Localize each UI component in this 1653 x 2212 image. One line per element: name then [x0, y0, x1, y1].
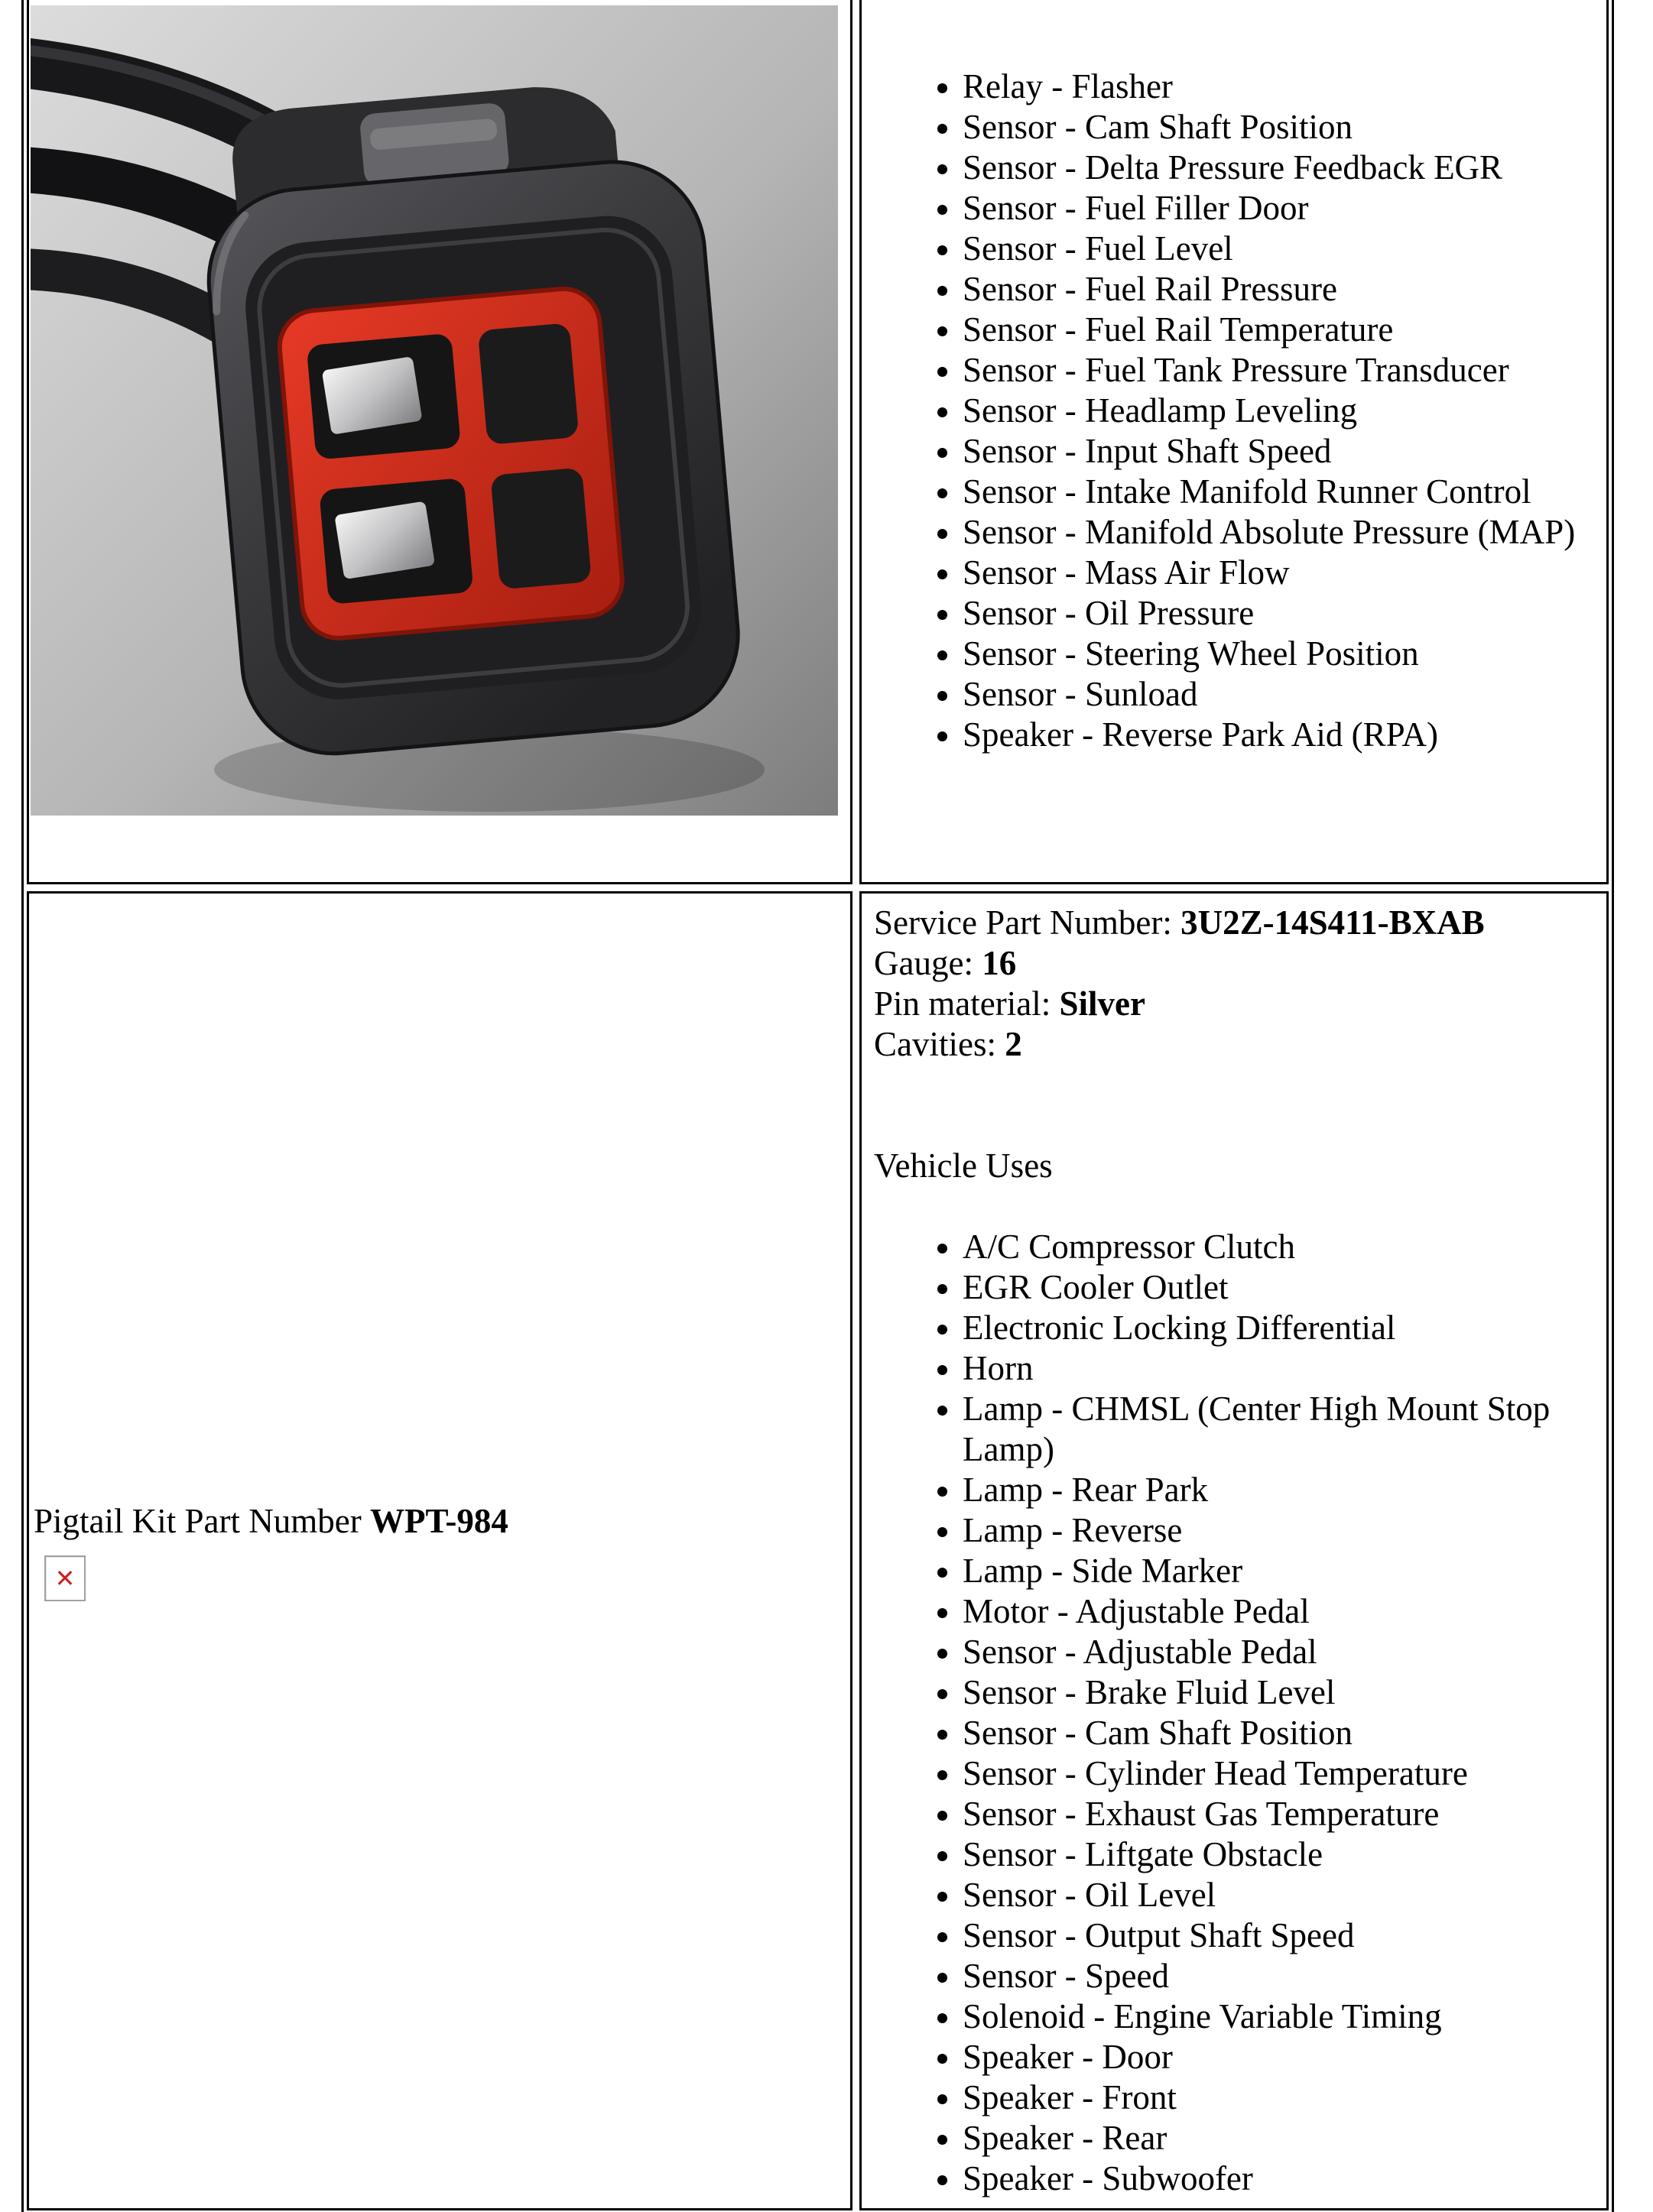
vehicle-uses-list [874, 1227, 1605, 2199]
list-item: • Motor - Adjustable Pedal [963, 1591, 1605, 1632]
list-item: • Sensor - Fuel Filler Door [963, 188, 1575, 229]
list-item: • Sensor - Fuel Rail Pressure [963, 269, 1575, 310]
kit-cell [27, 891, 852, 2210]
list-item: • Sensor - Sunload [963, 674, 1575, 715]
list-item: • Lamp - Rear Park [963, 1470, 1605, 1510]
cavities-value: 2 [1005, 1025, 1022, 1063]
applications-cell [859, 0, 1609, 884]
pin-material-field [874, 984, 1605, 1024]
pin-material-value: Silver [1059, 984, 1145, 1023]
connector-photo [31, 5, 838, 816]
service-part-number-value: 3U2Z-14S411-BXAB [1180, 903, 1485, 942]
pin-material-label: Pin material: [874, 984, 1060, 1023]
list-item: • Sensor - Brake Fluid Level [963, 1672, 1605, 1713]
parts-table-grid [27, 0, 1609, 2210]
cavities-label: Cavities: [874, 1025, 1005, 1063]
connector-photo-cell [27, 0, 852, 884]
list-item: • Sensor - Cam Shaft Position [963, 1713, 1605, 1753]
list-item: • Horn [963, 1348, 1605, 1389]
kit-part-number-line [34, 1501, 508, 1542]
list-item: • Sensor - Manifold Absolute Pressure (MAP) [963, 512, 1575, 553]
kit-part-number: WPT-984 [369, 1501, 508, 1540]
list-item: • Lamp - Side Marker [963, 1551, 1605, 1591]
list-item: • Relay - Flasher [963, 66, 1575, 107]
parts-table [21, 0, 1614, 2212]
list-item: • Sensor - Fuel Rail Temperature [963, 310, 1575, 350]
applications-list [874, 66, 1575, 755]
service-part-number-field [874, 903, 1605, 943]
list-item: • Sensor - Output Shaft Speed [963, 1915, 1605, 1956]
list-item: • Sensor - Delta Pressure Feedback EGR [963, 148, 1575, 188]
list-item: • Lamp - CHMSL (Center High Mount Stop Lamp) [963, 1389, 1605, 1470]
list-item: • Solenoid - Engine Variable Timing [963, 1996, 1605, 2037]
list-item: • Sensor - Exhaust Gas Temperature [963, 1794, 1605, 1834]
cavities-field [874, 1024, 1605, 1065]
list-item: • A/C Compressor Clutch [963, 1227, 1605, 1267]
broken-image-icon [44, 1555, 86, 1601]
list-item: • Sensor - Speed [963, 1956, 1605, 1996]
list-item: • Sensor - Mass Air Flow [963, 553, 1575, 593]
list-item: • Speaker - Front [963, 2077, 1605, 2118]
service-part-number-label: Service Part Number: [874, 903, 1181, 942]
gauge-field [874, 943, 1605, 984]
list-item: • Sensor - Steering Wheel Position [963, 634, 1575, 674]
list-item: • Sensor - Cylinder Head Temperature [963, 1753, 1605, 1794]
gauge-label: Gauge: [874, 944, 982, 982]
broken-image-x-icon: ✕ [54, 1563, 76, 1593]
list-item: • Sensor - Intake Manifold Runner Control [963, 472, 1575, 512]
list-item: • Sensor - Liftgate Obstacle [963, 1834, 1605, 1875]
list-item: • Electronic Locking Differential [963, 1308, 1605, 1348]
list-item: • Lamp - Reverse [963, 1510, 1605, 1551]
kit-label: Pigtail Kit Part Number [34, 1501, 370, 1540]
list-item: • Sensor - Fuel Level [963, 229, 1575, 269]
gauge-value: 16 [982, 944, 1017, 982]
details-cell [859, 891, 1609, 2210]
list-item: • EGR Cooler Outlet [963, 1267, 1605, 1308]
list-item: • Speaker - Rear [963, 2118, 1605, 2158]
connector-body [194, 73, 745, 761]
list-item: • Sensor - Headlamp Leveling [963, 391, 1575, 431]
list-item: • Speaker - Door [963, 2037, 1605, 2077]
list-item: • Sensor - Adjustable Pedal [963, 1632, 1605, 1672]
list-item: • Speaker - Reverse Park Aid (RPA) [963, 715, 1575, 755]
list-item: • Sensor - Cam Shaft Position [963, 107, 1575, 148]
list-item: • Sensor - Oil Pressure [963, 593, 1575, 634]
list-item: • Sensor - Input Shaft Speed [963, 431, 1575, 472]
list-item: • Sensor - Oil Level [963, 1875, 1605, 1915]
list-item: • Speaker - Subwoofer [963, 2158, 1605, 2199]
list-item: • Sensor - Fuel Tank Pressure Transducer [963, 350, 1575, 391]
vehicle-uses-title: Vehicle Uses [874, 1147, 1053, 1185]
